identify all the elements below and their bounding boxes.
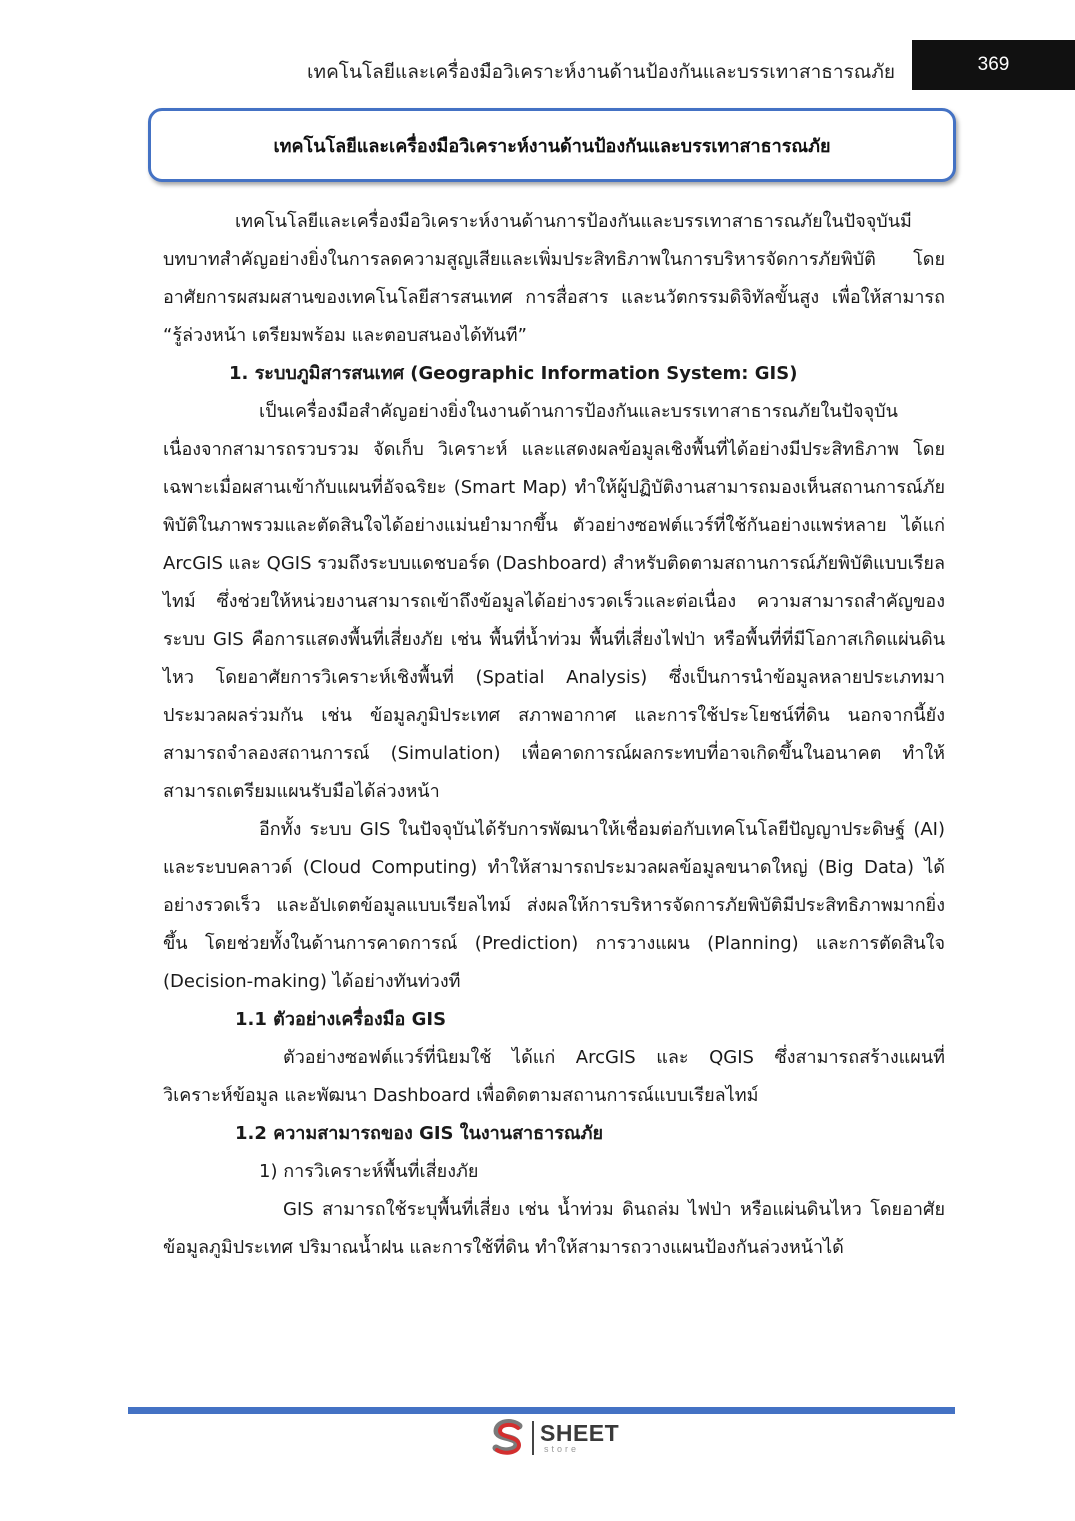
chapter-title: เทคโนโลยีและเครื่องมือวิเคราะห์งานด้านป้องกันและบรรเทาสาธารณภัย [273,135,831,157]
section-1-2-item-1: 1) การวิเคราะห์พื้นที่เสี่ยงภัย [259,1161,479,1182]
running-header-title: เทคโนโลยีและเครื่องมือวิเคราะห์งานด้านป้องกันและบรรเทาสาธารณภัย [307,61,895,83]
logo-subword: store [544,1444,580,1454]
sheet-store-logo [488,1418,619,1458]
logo-text [540,1422,619,1454]
section-1-1-heading: 1.1 ตัวอย่างเครื่องมือ GIS [235,1009,447,1030]
logo-separator [532,1421,534,1455]
page-body [163,203,945,1267]
page-number-box [912,40,1075,90]
section-1-paragraph-1: เป็นเครื่องมือสำคัญอย่างยิ่งในงานด้านการป้องกันและบรรเทาสาธารณภัยในปัจจุบันเนื่องจากสามารถรวบรวม จัดเก็บ วิเคราะห์ และแสดงผลข้อมูลเชิงพื้นที่ได้อย่างมีประสิทธิภาพ โดยเฉพาะเมื่อผสานเข้ากับแผนที่อัจฉริยะ (Smart Map) ทำให้ผู้ปฏิบัติงานสามารถมองเห็นสถานการณ์ภัยพิบัติในภาพรวมและตัดสินใจได้อย่างแม่นยำมากขึ้น ตัวอย่างซอฟต์แวร์ที่ใช้กันอย่างแพร่หลาย ได้แก่ ArcGIS และ QGIS รวมถึงระบบแดชบอร์ด (Dashboard) สำหรับติดตามสถานการณ์ภัยพิบัติแบบเรียลไทม์ ซึ่งช่วยให้หน่วยงานสามารถเข้าถึงข้อมูลได้อย่างรวดเร็วและต่อเนื่อง ความสามารถสำคัญของระบบ GIS คือการแสดงพื้นที่เสี่ยงภัย เช่น พื้นที่น้ำท่วม พื้นที่เสี่ยงไฟป่า หรือพื้นที่ที่มีโอกาสเกิดแผ่นดินไหว โดยอาศัยการวิเคราะห์เชิงพื้นที่ (Spatial Analysis) ซึ่งเป็นการนำข้อมูลหลายประเภทมาประมวลผลร่วมกัน เช่น ข้อมูลภูมิประเทศ สภาพอากาศ และการใช้ประโยชน์ที่ดิน นอกจากนี้ยังสามารถจำลองสถานการณ์ (Simulation) เพื่อคาดการณ์ผลกระทบที่อาจเกิดขึ้นในอนาคต ทำให้สามารถเตรียมแผนรับมือได้ล่วงหน้า [163,401,945,802]
intro-paragraph: เทคโนโลยีและเครื่องมือวิเคราะห์งานด้านการป้องกันและบรรเทาสาธารณภัยในปัจจุบันมีบทบาทสำคัญอย่างยิ่งในการลดความสูญเสียและเพิ่มประสิทธิภาพในการบริหารจัดการภัยพิบัติ โดยอาศัยการผสมผสานของเทคโนโลยีสารสนเทศ การสื่อสาร และนวัตกรรมดิจิทัลขั้นสูง เพื่อให้สามารถ “รู้ล่วงหน้า เตรียมพร้อม และตอบสนองได้ทันที” [163,211,945,346]
section-1-paragraph-2: อีกทั้ง ระบบ GIS ในปัจจุบันได้รับการพัฒนาให้เชื่อมต่อกับเทคโนโลยีปัญญาประดิษฐ์ (AI) และระบบคลาวด์ (Cloud Computing) ทำให้สามารถประมวลผลข้อมูลขนาดใหญ่ (Big Data) ได้อย่างรวดเร็ว และอัปเดตข้อมูลแบบเรียลไทม์ ส่งผลให้การบริหารจัดการภัยพิบัติมีประสิทธิภาพมากยิ่งขึ้น โดยช่วยทั้งในด้านการคาดการณ์ (Prediction) การวางแผน (Planning) และการตัดสินใจ (Decision-making) ได้อย่างทันท่วงที [163,819,945,992]
section-1-heading: 1. ระบบภูมิสารสนเทศ (Geographic Information System: GIS) [229,363,798,384]
sheet-s-logo-icon [488,1418,528,1458]
section-1-1-paragraph: ตัวอย่างซอฟต์แวร์ที่นิยมใช้ ได้แก่ ArcGIS และ QGIS ซึ่งสามารถสร้างแผนที่ วิเคราะห์ข้อมูล และพัฒนา Dashboard เพื่อติดตามสถานการณ์แบบเรียลไทม์ [163,1047,945,1106]
page-number: 369 [977,54,1010,75]
chapter-title-box [148,108,956,182]
logo-word: SHEET [540,1420,620,1446]
footer-rule [128,1407,955,1414]
section-1-2-item-1-paragraph: GIS สามารถใช้ระบุพื้นที่เสี่ยง เช่น น้ำท่วม ดินถล่ม ไฟป่า หรือแผ่นดินไหว โดยอาศัยข้อมูลภูมิประเทศ ปริมาณน้ำฝน และการใช้ที่ดิน ทำให้สามารถวางแผนป้องกันล่วงหน้าได้ [163,1199,945,1258]
section-1-2-heading: 1.2 ความสามารถของ GIS ในงานสาธารณภัย [235,1123,604,1144]
